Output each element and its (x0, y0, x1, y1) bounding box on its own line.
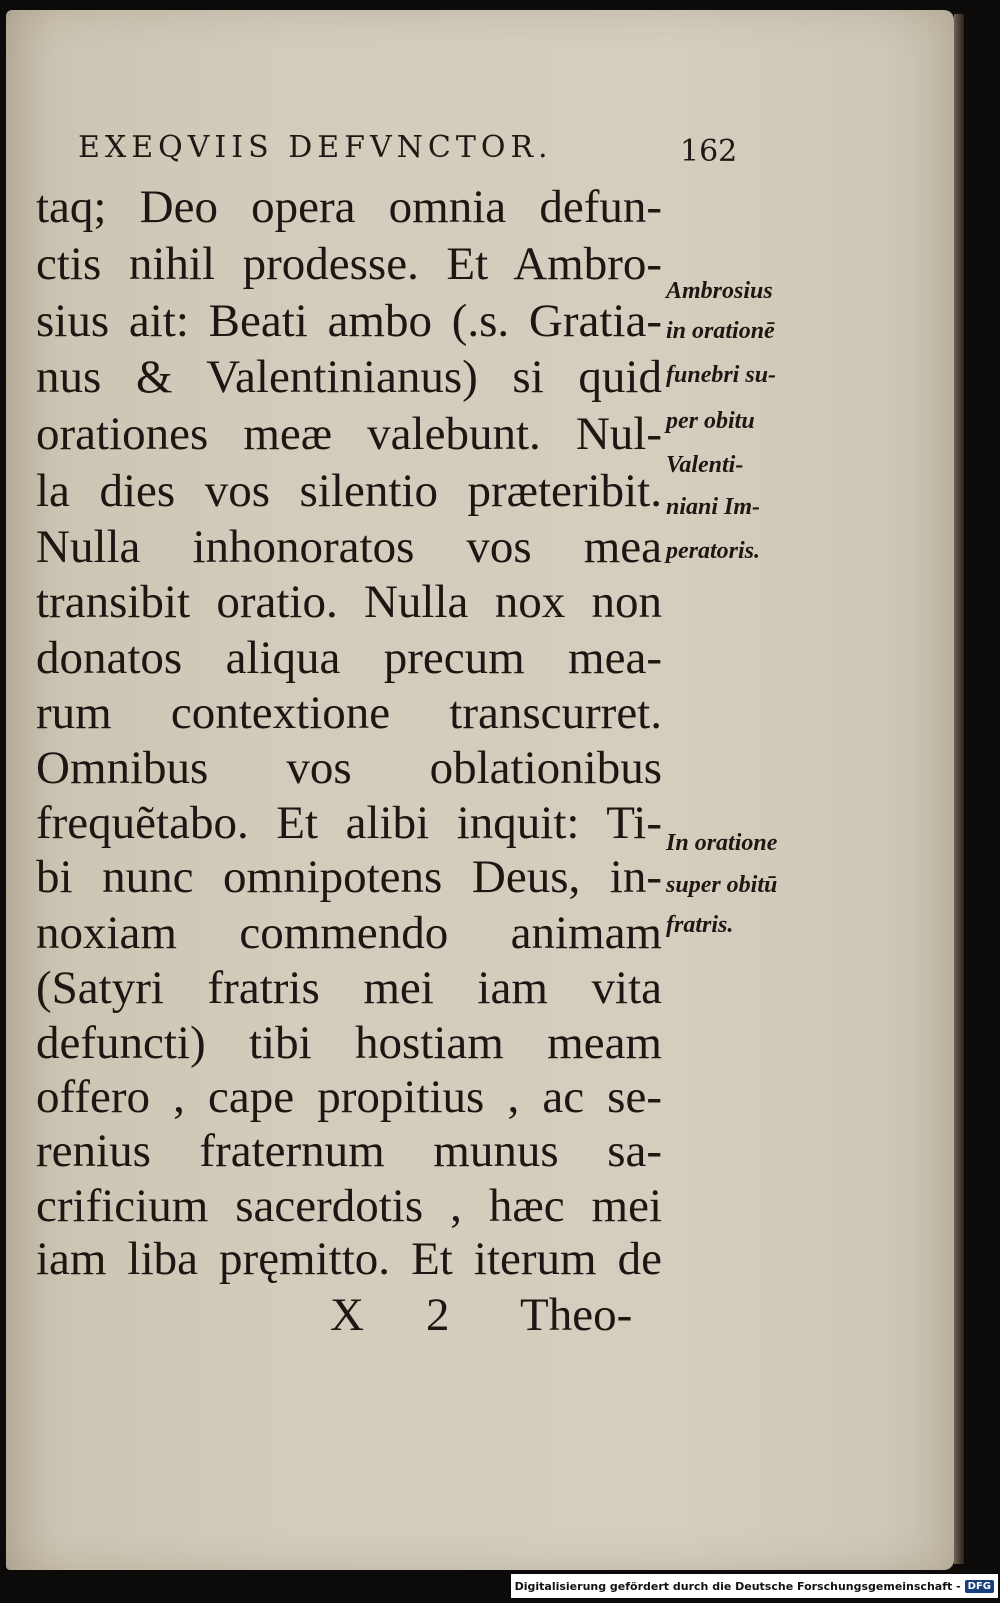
body-line: transibit oratio. Nulla nox non (36, 576, 662, 628)
dfg-logo-icon: DFG (965, 1580, 994, 1593)
margin-note-line: super obitū (666, 872, 778, 898)
body-line: (Satyri fratris mei iam vita (36, 962, 662, 1014)
margin-note-line: Valenti- (666, 452, 744, 478)
signature-mark: X (330, 1289, 364, 1341)
body-line: la dies vos silentio præteribit. (36, 465, 662, 517)
body-line: taq; Deo opera omnia defun- (36, 181, 662, 233)
body-line: crificium sacerdotis , hæc mei (36, 1180, 662, 1232)
body-line: nus & Valentinianus) si quid (36, 351, 662, 403)
page-number: 162 (680, 134, 738, 169)
margin-note-line: In oratione (666, 830, 778, 856)
body-line: renius fraternum munus sa- (36, 1125, 662, 1177)
margin-note-line: Ambrosius (666, 278, 773, 304)
margin-note-line: fratris. (666, 912, 734, 938)
body-line: noxiam commendo animam (36, 907, 662, 959)
margin-note-line: per obitu (666, 408, 755, 434)
body-line: donatos aliqua precum mea- (36, 632, 662, 684)
body-line: Omnibus vos oblationibus (36, 742, 662, 794)
margin-note-line: peratoris. (666, 538, 761, 564)
margin-note-line: funebri su- (666, 362, 777, 388)
page-edge (954, 14, 964, 1564)
body-line: Nulla inhonoratos vos mea (36, 521, 662, 573)
body-line: rum contextione transcurret. (36, 687, 662, 739)
margin-note-line: in orationē (666, 318, 775, 344)
body-line: offero , cape propitius , ac se- (36, 1071, 662, 1123)
body-line: ctis nihil prodesse. Et Ambro- (36, 238, 662, 290)
digitization-credit (511, 1574, 998, 1598)
body-line: iam liba pręmitto. Et iterum de (36, 1233, 662, 1285)
running-head: EXEQVIIS DEFVNCTOR. (78, 130, 553, 165)
body-line: orationes meæ valebunt. Nul- (36, 408, 662, 460)
signature-number: 2 (426, 1289, 450, 1341)
credit-text: Digitalisierung gefördert durch die Deutsche Forschungsgemeinschaft - (514, 1579, 961, 1593)
catchword: Theo- (520, 1289, 633, 1341)
margin-note-line: niani Im- (666, 494, 761, 520)
body-line: sius ait: Beati ambo (.s. Gratia- (36, 295, 662, 347)
body-line: bi nunc omnipotens Deus, in- (36, 851, 662, 903)
body-line: defuncti) tibi hostiam meam (36, 1017, 662, 1069)
body-line: frequẽtabo. Et alibi inquit: Ti- (36, 797, 662, 849)
